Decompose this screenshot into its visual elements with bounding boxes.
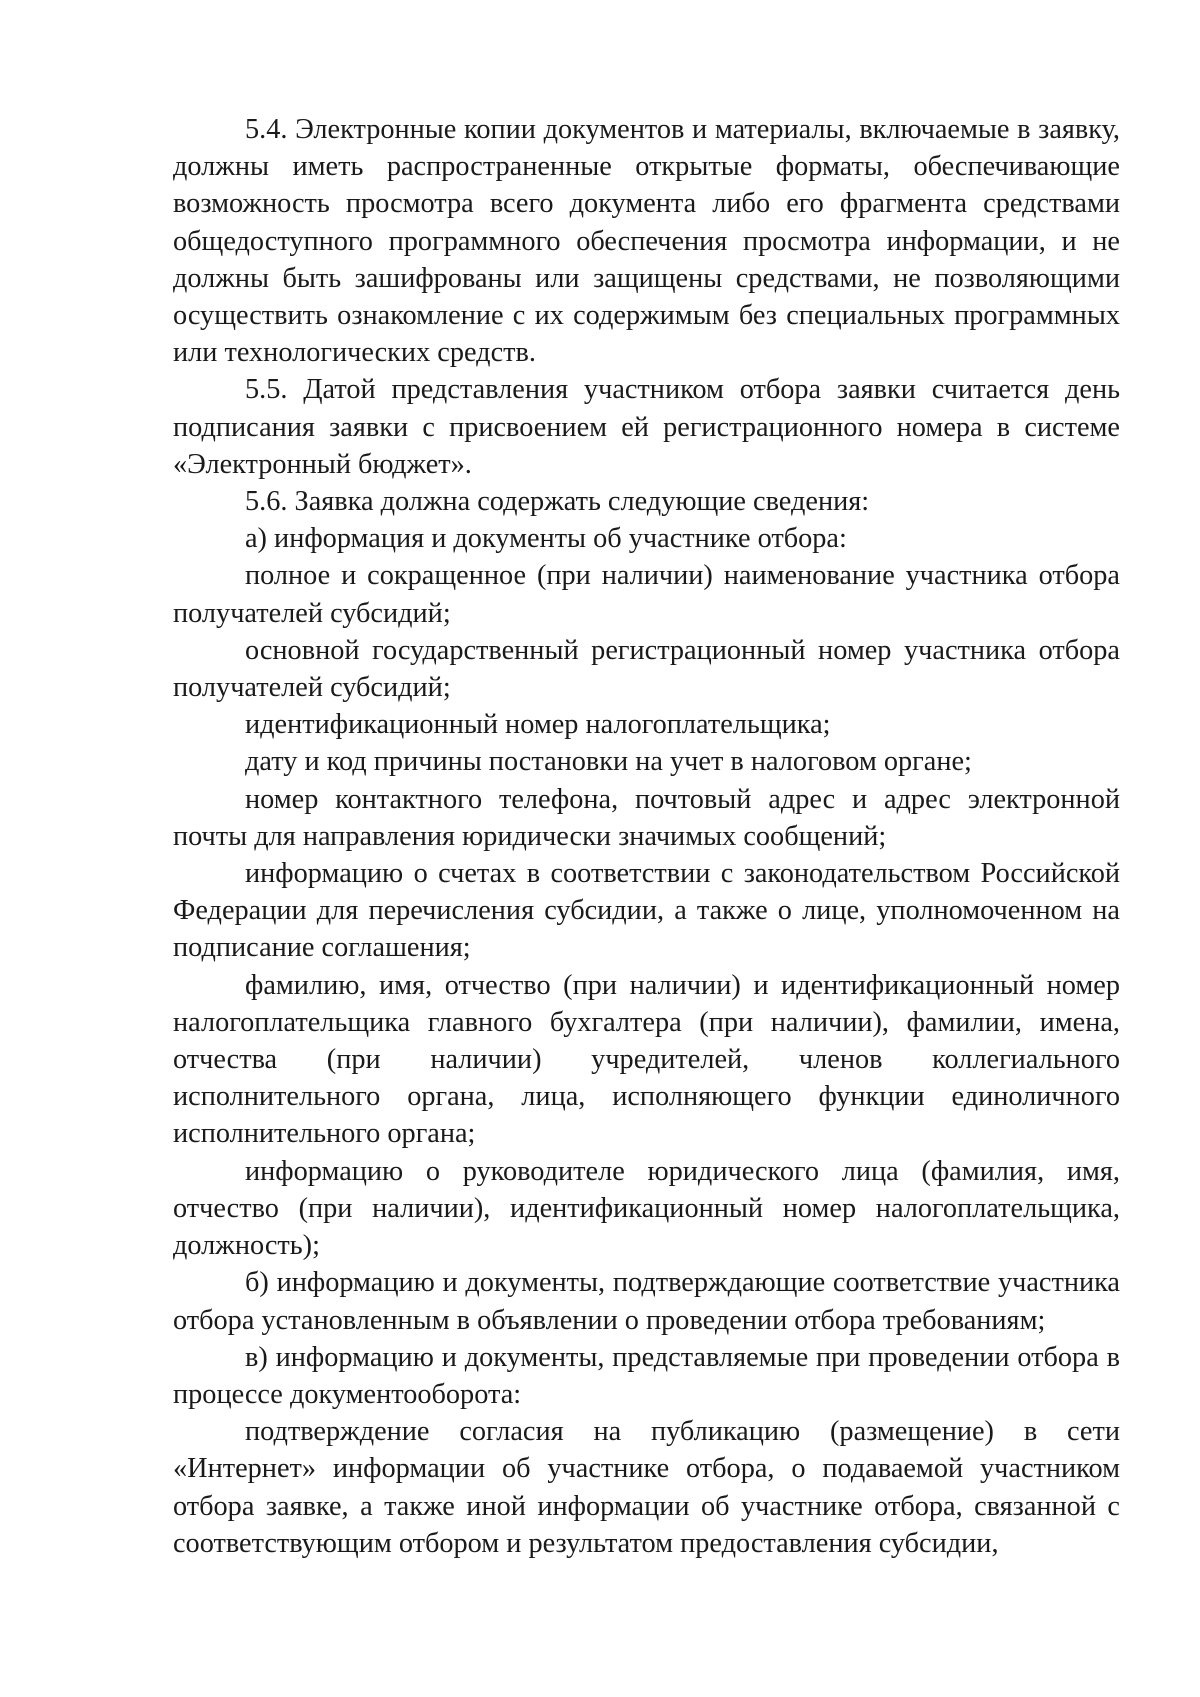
paragraph-accounts: информацию о счетах в соответствии с законодательством Российской Федерации для перечисления субсидии, а также о лице, уполномоченном на подписание соглашения; [173,858,1120,964]
paragraph-inn: идентификационный номер налогоплательщика; [245,709,831,741]
paragraph-contacts: номер контактного телефона, почтовый адрес и адрес электронной почты для направления юридически значимых сообщений; [173,783,1120,852]
paragraph-kpp: дату и код причины постановки на учет в налоговом органе; [245,746,972,778]
paragraph-5-5: 5.5. Датой представления участником отбора заявки считается день подписания заявки с присвоением ей регистрационного номера в системе «Электронный бюджет». [173,374,1120,480]
paragraph-accountant: фамилию, имя, отчество (при наличии) и идентификационный номер налогоплательщика главного бухгалтера (при наличии), фамилии, имена, отчества (при наличии) учредителей, членов коллегиального исполнительного органа, лица, исполняющего функции единоличного исполнительного органа; [173,969,1120,1150]
paragraph-director: информацию о руководителе юридического лица (фамилия, имя, отчество (при наличии), идентификационный номер налогоплательщика, должность); [173,1155,1120,1262]
paragraph-ogrn: основной государственный регистрационный номер участника отбора получателей субсидий; [173,634,1120,704]
paragraph-5-6: 5.6. Заявка должна содержать следующие сведения: [245,486,870,518]
paragraph-consent: подтверждение согласия на публикацию (размещение) в сети «Интернет» информации об участнике отбора, о подаваемой участником отбора заявке, а также иной информации об участнике отбора, связанной с соответствующим отбором и результатом предоставления субсидии, [173,1416,1120,1559]
paragraph-item-a: а) информация и документы об участнике отбора: [245,523,847,555]
paragraph-5-4: 5.4. Электронные копии документов и материалы, включаемые в заявку, должны иметь распространенные открытые форматы, обеспечивающие возможность просмотра всего документа либо его фрагмента средствами общедоступного программного обеспечения просмотра информации, и не должны быть зашифрованы или защищены средствами, не позволяющими осуществить ознакомление с их содержимым без специальных программных или технологических средств. [173,114,1120,369]
paragraph-item-v: в) информацию и документы, представляемые при проведении отбора в процессе документооборота: [173,1341,1120,1410]
document-body [173,111,1120,1562]
paragraph-item-b: б) информацию и документы, подтверждающие соответствие участника отбора установленным в объявлении о проведении отбора требованиям; [173,1267,1120,1336]
paragraph-full-name: полное и сокращенное (при наличии) наименование участника отбора получателей субсидий; [173,560,1120,629]
